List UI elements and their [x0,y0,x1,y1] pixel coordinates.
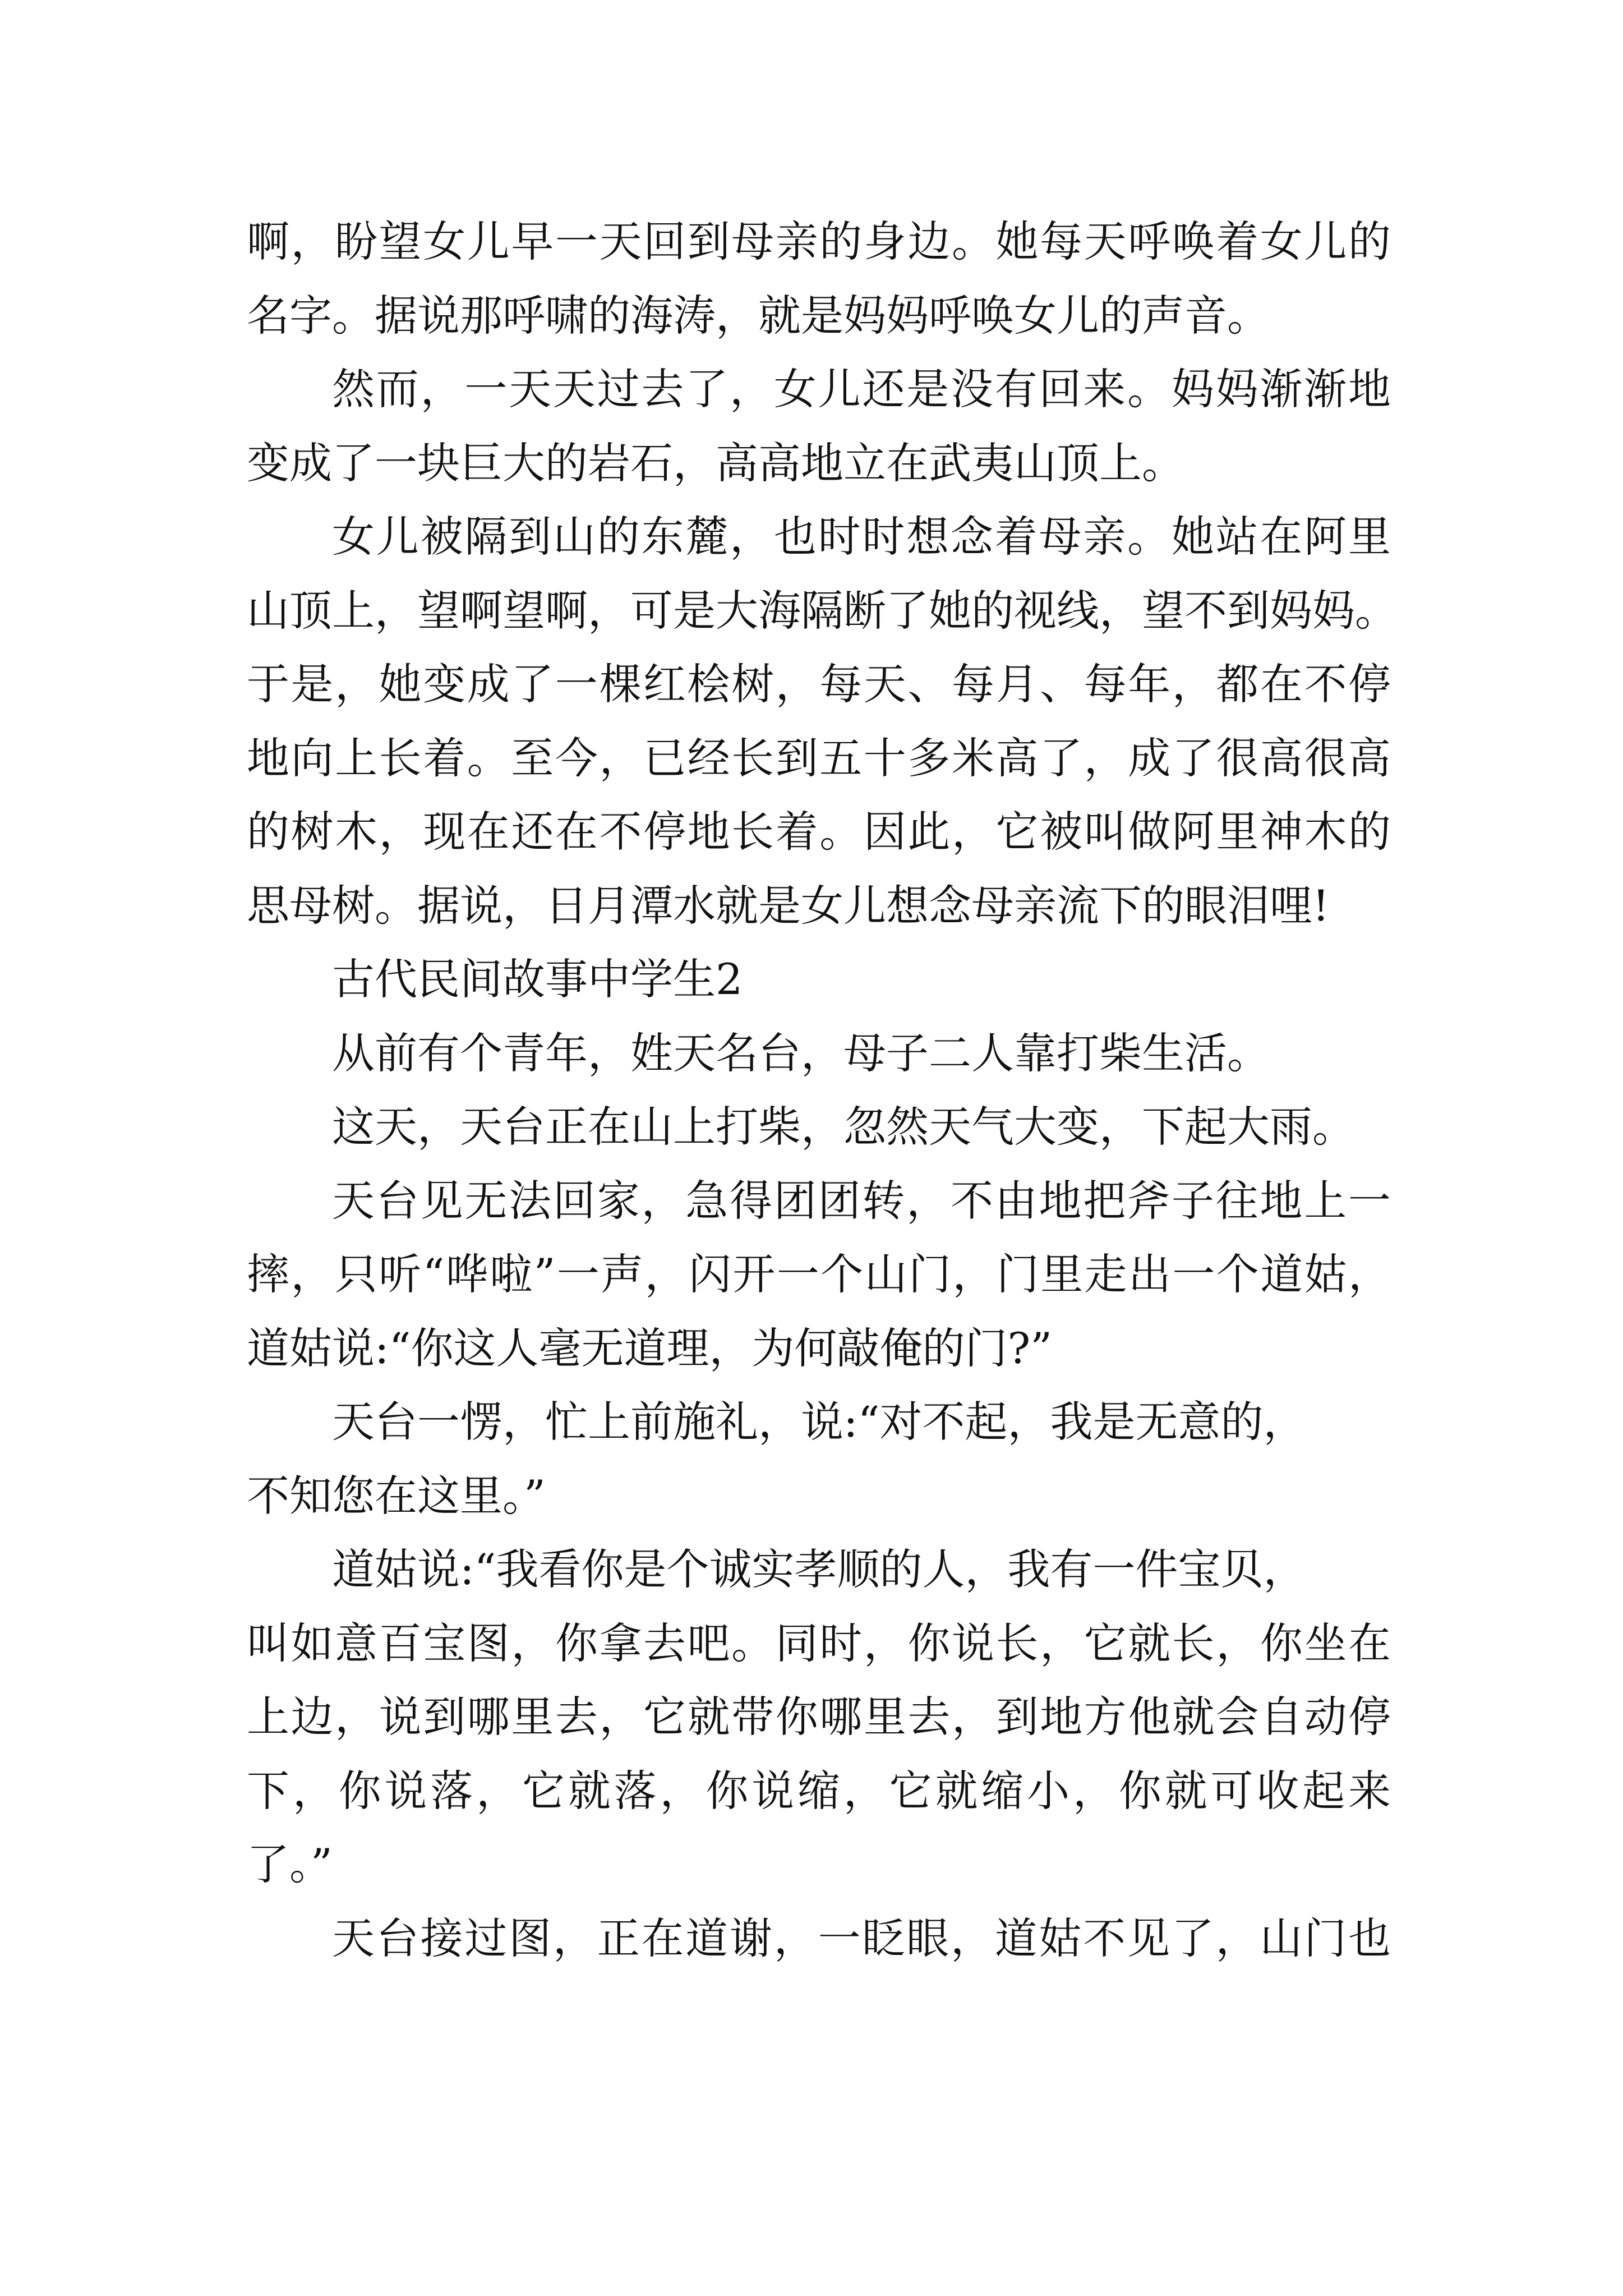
text-line: 从前有个青年，姓天名台，母子二人靠打柴生活。 [332,1028,1270,1078]
text-line: 然而，一天天过去了，女儿还是没有回来。妈妈渐渐地 [332,364,1391,414]
text-line: 山顶上，望啊望啊，可是大海隔断了她的视线，望不到妈妈。 [247,585,1398,636]
text-line: 叫如意百宝图，你拿去吧。同时，你说长，它就长，你坐在 [247,1618,1391,1668]
text-line: 名字。据说那呼啸的海涛，就是妈妈呼唤女儿的声音。 [247,290,1270,341]
text-line: 天台见无法回家，急得团团转，不由地把斧子往地上一 [332,1175,1391,1226]
text-line: 摔，只听“哗啦”一声，闪开一个山门，门里走出一个道姑， [247,1249,1391,1299]
text-line: 上边，说到哪里去，它就带你哪里去，到地方他就会自动停 [247,1692,1391,1742]
text-line: 思母树。据说，日月潭水就是女儿想念母亲流下的眼泪哩! [247,880,1330,931]
text-line: 古代民间故事中学生2 [332,954,743,1004]
text-line: 下，你说落，它就落，你说缩，它就缩小，你就可收起来 [247,1765,1391,1816]
text-line: 了。” [247,1839,333,1889]
text-line: 啊，盼望女儿早一天回到母亲的身边。她每天呼唤着女儿的 [247,217,1391,266]
body-text [247,205,1398,1975]
text-line: 这天，天台正在山上打柴，忽然天气大变，下起大雨。 [332,1102,1355,1152]
text-line: 道姑说:“你这人毫无道理，为何敲俺的门?” [247,1323,1053,1373]
text-line: 于是，她变成了一棵红桧树，每天、每月、每年，都在不停 [247,659,1391,709]
text-line: 道姑说:“我看你是个诚实孝顺的人，我有一件宝贝， [332,1544,1306,1594]
text-line: 变成了一块巨大的岩石，高高地立在武夷山顶上。 [247,438,1184,488]
text-line: 的树木，现在还在不停地长着。因此，它被叫做阿里神木的 [247,807,1391,857]
text-line: 天台接过图，正在道谢，一眨眼，道姑不见了，山门也 [332,1913,1391,1963]
text-line: 地向上长着。至今，已经长到五十多米高了，成了很高很高 [247,733,1391,783]
text-line: 不知您在这里。” [247,1470,546,1521]
text-line: 女儿被隔到山的东麓，也时时想念着母亲。她站在阿里 [332,512,1391,562]
text-line: 天台一愣，忙上前施礼，说:“对不起，我是无意的， [332,1397,1306,1447]
